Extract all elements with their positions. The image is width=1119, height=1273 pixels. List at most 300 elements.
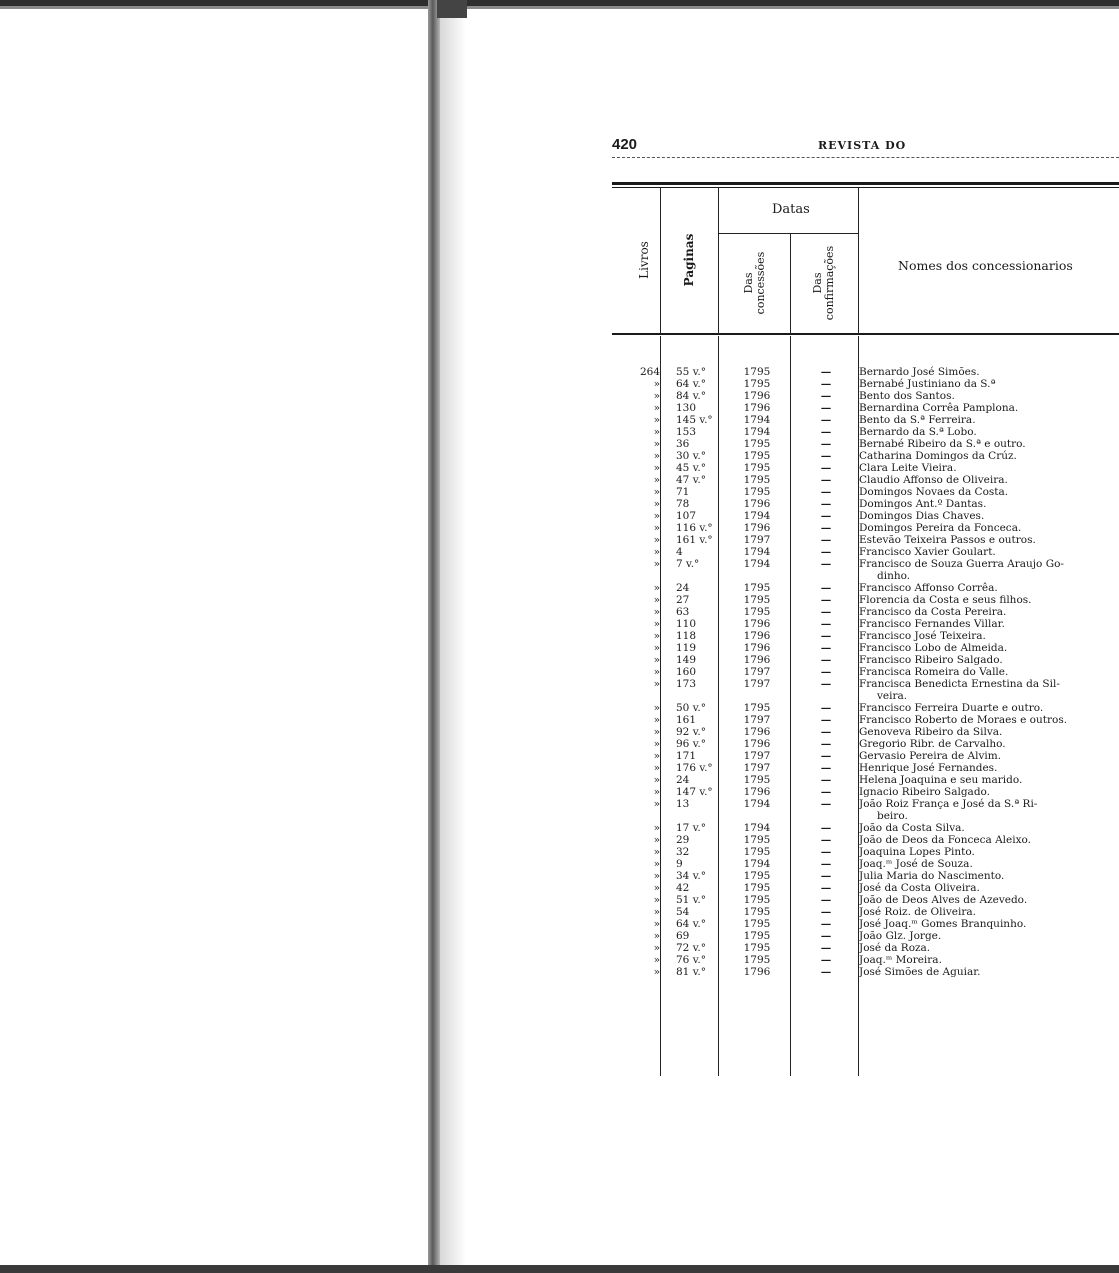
page-number: 420 [612, 136, 638, 153]
cell-concessao: 1796 [743, 402, 771, 414]
cell-livro: » [653, 618, 660, 630]
header-das-confirmacoes-line1: Das [811, 272, 824, 294]
cell-confirmacao: — [820, 390, 832, 402]
cell-nome: Francisco Lobo de Almeida. [859, 642, 1008, 654]
cell-confirmacao: — [820, 618, 832, 630]
cell-pagina: 63 [676, 606, 690, 618]
cell-concessao: 1797 [743, 750, 771, 762]
cell-nome: Bernabé Justiniano da S.ª [859, 378, 996, 390]
cell-nome: Bernardo da S.ª Lobo. [859, 426, 977, 438]
cell-concessao: 1797 [743, 678, 771, 690]
cell-livro: » [653, 546, 660, 558]
cell-nome: Bento dos Santos. [859, 390, 955, 402]
cell-confirmacao: — [820, 498, 832, 510]
cell-concessao: 1796 [743, 642, 771, 654]
cell-nome: Domingos Pereira da Fonceca. [859, 522, 1022, 534]
cell-nome: Bernardo José Simões. [859, 366, 980, 378]
cell-livro: » [653, 822, 660, 834]
cell-confirmacao: — [820, 534, 832, 546]
cell-pagina: 13 [676, 798, 690, 810]
table-row [612, 774, 1119, 786]
cell-concessao: 1795 [743, 582, 771, 594]
table-row [612, 894, 1119, 906]
cell-livro: » [653, 630, 660, 642]
cell-confirmacao: — [820, 954, 832, 966]
cell-pagina: 161 v.° [676, 534, 713, 546]
cell-livro: » [653, 774, 660, 786]
cell-confirmacao: — [820, 630, 832, 642]
table-row [612, 870, 1119, 882]
cell-nome: Joaq.ᵐ Moreira. [859, 954, 942, 966]
cell-concessao: 1795 [743, 882, 771, 894]
header-nomes: Nomes dos concessionarios [898, 258, 1073, 273]
header-das-concessoes-line2: concessões [754, 251, 767, 315]
cell-pagina: 149 [676, 654, 697, 666]
running-head: REVISTA DO [818, 139, 907, 152]
cell-confirmacao: — [820, 858, 832, 870]
cell-pagina: 110 [676, 618, 697, 630]
table-row [612, 510, 1119, 522]
cell-livro: » [653, 858, 660, 870]
table-row [612, 858, 1119, 870]
table-row [612, 714, 1119, 726]
table-row [612, 534, 1119, 546]
table-row [612, 882, 1119, 894]
cell-confirmacao: — [820, 726, 832, 738]
cell-confirmacao: — [820, 426, 832, 438]
cell-livro: » [653, 750, 660, 762]
cell-nome: Joaquina Lopes Pinto. [859, 846, 975, 858]
cell-concessao: 1796 [743, 966, 771, 978]
col-sep-datas [790, 234, 791, 334]
cell-confirmacao: — [820, 774, 832, 786]
table-row [612, 402, 1119, 414]
cell-pagina: 153 [676, 426, 697, 438]
cell-livro: » [653, 798, 660, 810]
cell-livro: » [653, 714, 660, 726]
cell-livro: » [653, 462, 660, 474]
cell-nome: Francisca Romeira do Valle. [859, 666, 1009, 678]
cell-concessao: 1794 [743, 822, 771, 834]
table-row [612, 414, 1119, 426]
table-row [612, 462, 1119, 474]
table-top-rule [612, 182, 1119, 185]
cell-concessao: 1795 [743, 486, 771, 498]
table-row [612, 966, 1119, 978]
table-row [612, 786, 1119, 798]
cell-pagina: 147 v.° [676, 786, 713, 798]
cell-pagina: 78 [676, 498, 690, 510]
cell-pagina: 51 v.° [676, 894, 706, 906]
table-row [612, 582, 1119, 594]
cell-concessao: 1796 [743, 618, 771, 630]
cell-concessao: 1794 [743, 858, 771, 870]
cell-concessao: 1794 [743, 798, 771, 810]
table-row [612, 522, 1119, 534]
cell-nome: João de Deos Alves de Azevedo. [859, 894, 1028, 906]
cell-pagina: 171 [676, 750, 697, 762]
cell-nome: Catharina Domingos da Crúz. [859, 450, 1017, 462]
cell-concessao: 1795 [743, 954, 771, 966]
table-row [612, 678, 1119, 690]
cell-livro: » [653, 762, 660, 774]
table-row [612, 558, 1119, 570]
cell-pagina: 54 [676, 906, 690, 918]
cell-nome: Estevão Teixeira Passos e outros. [859, 534, 1036, 546]
cell-livro: » [653, 378, 660, 390]
cell-confirmacao: — [820, 450, 832, 462]
cell-pagina: 176 v.° [676, 762, 713, 774]
cell-concessao: 1797 [743, 762, 771, 774]
cell-nome: José da Roza. [859, 942, 931, 954]
cell-concessao: 1795 [743, 894, 771, 906]
table-row-continuation [612, 690, 1119, 702]
cell-livro: » [653, 786, 660, 798]
table-row [612, 954, 1119, 966]
cell-nome: Clara Leite Vieira. [859, 462, 957, 474]
table-row [612, 726, 1119, 738]
cell-nome: João de Deos da Fonceca Aleixo. [859, 834, 1031, 846]
table-row [612, 366, 1119, 378]
header-livros: Livros [637, 241, 651, 279]
cell-nome: Genoveva Ribeiro da Silva. [859, 726, 1003, 738]
cell-concessao: 1795 [743, 774, 771, 786]
table-row [612, 630, 1119, 642]
cell-pagina: 9 [676, 858, 683, 870]
header-datas: Datas [772, 202, 810, 217]
cell-concessao: 1795 [743, 834, 771, 846]
table-row [612, 798, 1119, 810]
cell-nome: Domingos Ant.º Dantas. [859, 498, 987, 510]
table-row [612, 762, 1119, 774]
cell-concessao: 1797 [743, 714, 771, 726]
cell-livro: » [653, 642, 660, 654]
cell-nome: Francisco Roberto de Moraes e outros. [859, 714, 1068, 726]
cell-concessao: 1795 [743, 594, 771, 606]
cell-nome: João Glz. Jorge. [859, 930, 942, 942]
cell-confirmacao: — [820, 438, 832, 450]
cell-nome: João da Costa Silva. [859, 822, 965, 834]
cell-pagina: 50 v.° [676, 702, 706, 714]
cell-pagina: 161 [676, 714, 697, 726]
cell-livro: » [653, 438, 660, 450]
cell-nome: Joaq.ᵐ José de Souza. [859, 858, 973, 870]
cell-confirmacao: — [820, 594, 832, 606]
cell-pagina: 81 v.° [676, 966, 706, 978]
cell-pagina: 116 v.° [676, 522, 713, 534]
cell-livro: » [653, 654, 660, 666]
cell-confirmacao: — [820, 486, 832, 498]
cell-nome: José Roiz. de Oliveira. [859, 906, 976, 918]
header-das-confirmacoes-line2: confirmações [823, 245, 836, 321]
header-rule [612, 157, 1119, 158]
cell-confirmacao: — [820, 714, 832, 726]
cell-pagina: 69 [676, 930, 690, 942]
cell-nome: Florencia da Costa e seus filhos. [859, 594, 1032, 606]
cell-nome: Gregorio Ribr. de Carvalho. [859, 738, 1006, 750]
cell-livro: » [653, 870, 660, 882]
cell-confirmacao: — [820, 510, 832, 522]
table-row [612, 486, 1119, 498]
cell-confirmacao: — [820, 834, 832, 846]
cell-pagina: 45 v.° [676, 462, 706, 474]
header-das-concessoes-line1: Das [742, 272, 755, 294]
table-row [612, 378, 1119, 390]
cell-livro: » [653, 678, 660, 690]
cell-confirmacao: — [820, 474, 832, 486]
cell-livro: » [653, 426, 660, 438]
cell-nome: Francisco Ferreira Duarte e outro. [859, 702, 1044, 714]
cell-livro: » [653, 390, 660, 402]
cell-confirmacao: — [820, 750, 832, 762]
cell-concessao: 1796 [743, 498, 771, 510]
cell-confirmacao: — [820, 678, 832, 690]
cell-concessao: 1794 [743, 414, 771, 426]
table-row [612, 450, 1119, 462]
cell-concessao: 1795 [743, 930, 771, 942]
table-row [612, 918, 1119, 930]
cell-livro: » [653, 846, 660, 858]
cell-confirmacao: — [820, 522, 832, 534]
cell-concessao: 1795 [743, 870, 771, 882]
cell-nome: Ignacio Ribeiro Salgado. [859, 786, 991, 798]
cell-nome: José da Costa Oliveira. [859, 882, 980, 894]
table-row [612, 642, 1119, 654]
cell-livro: » [653, 726, 660, 738]
cell-concessao: 1795 [743, 906, 771, 918]
table-row [612, 846, 1119, 858]
table-row [612, 822, 1119, 834]
cell-concessao: 1795 [743, 942, 771, 954]
table-row [612, 426, 1119, 438]
cell-nome: beiro. [877, 810, 908, 822]
cell-confirmacao: — [820, 906, 832, 918]
cell-pagina: 107 [676, 510, 697, 522]
cell-concessao: 1796 [743, 390, 771, 402]
cell-pagina: 64 v.° [676, 918, 706, 930]
table-row [612, 594, 1119, 606]
cell-pagina: 130 [676, 402, 697, 414]
cell-livro: » [653, 594, 660, 606]
table-row [612, 834, 1119, 846]
cell-pagina: 118 [676, 630, 697, 642]
cell-livro: » [653, 882, 660, 894]
col-sep-confirm [858, 188, 859, 334]
cell-pagina: 92 v.° [676, 726, 706, 738]
cell-pagina: 55 v.° [676, 366, 706, 378]
cell-concessao: 1795 [743, 450, 771, 462]
cell-nome: Helena Joaquina e seu marido. [859, 774, 1023, 786]
cell-pagina: 17 v.° [676, 822, 706, 834]
table-row [612, 702, 1119, 714]
cell-concessao: 1795 [743, 606, 771, 618]
cell-pagina: 160 [676, 666, 697, 678]
cell-nome: Francisco Fernandes Villar. [859, 618, 1005, 630]
cell-pagina: 24 [676, 582, 690, 594]
cell-pagina: 71 [676, 486, 690, 498]
cell-pagina: 72 v.° [676, 942, 706, 954]
cell-nome: José Simões de Aguiar. [859, 966, 981, 978]
col-sep-paginas [718, 188, 719, 334]
header-paginas: Paginas [682, 233, 696, 287]
cell-concessao: 1794 [743, 510, 771, 522]
cell-concessao: 1795 [743, 846, 771, 858]
cell-nome: Bento da S.ª Ferreira. [859, 414, 976, 426]
cell-concessao: 1795 [743, 918, 771, 930]
table-row [612, 498, 1119, 510]
cell-nome: Francisca Benedicta Ernestina da Sil- [859, 678, 1060, 690]
header-bottom-rule [612, 333, 1119, 335]
cell-nome: Francisco Ribeiro Salgado. [859, 654, 1003, 666]
cell-nome: Claudio Affonso de Oliveira. [859, 474, 1008, 486]
cell-nome: José Joaq.ᵐ Gomes Branquinho. [859, 918, 1027, 930]
cell-concessao: 1795 [743, 366, 771, 378]
table-row [612, 546, 1119, 558]
table-row [612, 474, 1119, 486]
cell-livro: » [653, 930, 660, 942]
cell-pagina: 145 v.° [676, 414, 713, 426]
table-row [612, 654, 1119, 666]
cell-pagina: 24 [676, 774, 690, 786]
col-sep-livros [660, 188, 661, 334]
cell-nome: João Roiz França e José da S.ª Ri- [859, 798, 1038, 810]
cell-confirmacao: — [820, 798, 832, 810]
cell-livro: » [653, 402, 660, 414]
cell-livro: » [653, 894, 660, 906]
cell-pagina: 119 [676, 642, 697, 654]
cell-concessao: 1794 [743, 546, 771, 558]
cell-livro: » [653, 474, 660, 486]
cell-confirmacao: — [820, 786, 832, 798]
cell-concessao: 1796 [743, 786, 771, 798]
cell-nome: Francisco José Teixeira. [859, 630, 986, 642]
cell-confirmacao: — [820, 822, 832, 834]
cell-pagina: 96 v.° [676, 738, 706, 750]
table-row [612, 930, 1119, 942]
cell-livro: » [653, 954, 660, 966]
cell-confirmacao: — [820, 582, 832, 594]
cell-livro: » [653, 738, 660, 750]
cell-nome: Francisco da Costa Pereira. [859, 606, 1007, 618]
cell-confirmacao: — [820, 402, 832, 414]
cell-confirmacao: — [820, 366, 832, 378]
table-row-continuation [612, 570, 1119, 582]
cell-confirmacao: — [820, 702, 832, 714]
cell-confirmacao: — [820, 882, 832, 894]
cell-concessao: 1796 [743, 654, 771, 666]
table-row-continuation [612, 810, 1119, 822]
cell-livro: » [653, 906, 660, 918]
cell-livro: » [653, 966, 660, 978]
cell-nome: Bernabé Ribeiro da S.ª e outro. [859, 438, 1026, 450]
cell-confirmacao: — [820, 558, 832, 570]
datas-underline [718, 233, 858, 234]
cell-confirmacao: — [820, 462, 832, 474]
cell-confirmacao: — [820, 606, 832, 618]
cell-confirmacao: — [820, 918, 832, 930]
cell-concessao: 1797 [743, 666, 771, 678]
cell-nome: Francisco de Souza Guerra Araujo Go- [859, 558, 1064, 570]
cell-concessao: 1795 [743, 378, 771, 390]
cell-livro: » [653, 606, 660, 618]
cell-confirmacao: — [820, 762, 832, 774]
table-row [612, 942, 1119, 954]
table-row [612, 750, 1119, 762]
cell-confirmacao: — [820, 546, 832, 558]
cell-confirmacao: — [820, 870, 832, 882]
cell-concessao: 1795 [743, 702, 771, 714]
cell-pagina: 30 v.° [676, 450, 706, 462]
cell-livro: » [653, 942, 660, 954]
cell-pagina: 76 v.° [676, 954, 706, 966]
cell-livro: » [653, 666, 660, 678]
cell-confirmacao: — [820, 846, 832, 858]
cell-pagina: 64 v.° [676, 378, 706, 390]
cell-concessao: 1795 [743, 438, 771, 450]
cell-nome: Domingos Novaes da Costa. [859, 486, 1009, 498]
cell-confirmacao: — [820, 666, 832, 678]
cell-confirmacao: — [820, 894, 832, 906]
header-das-confirmacoes [812, 243, 838, 323]
cell-confirmacao: — [820, 966, 832, 978]
cell-livro: » [653, 582, 660, 594]
cell-confirmacao: — [820, 378, 832, 390]
cell-pagina: 84 v.° [676, 390, 706, 402]
cell-livro: 264 [639, 366, 660, 378]
cell-livro: » [653, 498, 660, 510]
cell-concessao: 1795 [743, 462, 771, 474]
cell-concessao: 1795 [743, 474, 771, 486]
cell-livro: » [653, 450, 660, 462]
header-das-concessoes [743, 243, 769, 323]
table-row [612, 438, 1119, 450]
cell-pagina: 27 [676, 594, 690, 606]
cell-concessao: 1794 [743, 558, 771, 570]
cell-nome: Henrique José Fernandes. [859, 762, 998, 774]
table-top-rule-thin [612, 187, 1119, 188]
cell-nome: Gervasio Pereira de Alvim. [859, 750, 1002, 762]
table-row [612, 666, 1119, 678]
cell-confirmacao: — [820, 654, 832, 666]
cell-pagina: 47 v.° [676, 474, 706, 486]
cell-confirmacao: — [820, 414, 832, 426]
cell-pagina: 42 [676, 882, 690, 894]
cell-livro: » [653, 558, 660, 570]
table-body [612, 366, 1119, 978]
cell-confirmacao: — [820, 738, 832, 750]
cell-pagina: 34 v.° [676, 870, 706, 882]
cell-nome: Francisco Affonso Corrêa. [859, 582, 998, 594]
cell-confirmacao: — [820, 942, 832, 954]
table-row [612, 906, 1119, 918]
cell-livro: » [653, 834, 660, 846]
cell-confirmacao: — [820, 642, 832, 654]
cell-pagina: 32 [676, 846, 690, 858]
cell-pagina: 36 [676, 438, 690, 450]
cell-nome: veira. [877, 690, 908, 702]
cell-nome: Bernardina Corrêa Pamplona. [859, 402, 1019, 414]
cell-pagina: 7 v.° [676, 558, 700, 570]
cell-nome: Francisco Xavier Goulart. [859, 546, 996, 558]
cell-concessao: 1796 [743, 630, 771, 642]
table-row [612, 738, 1119, 750]
cell-livro: » [653, 510, 660, 522]
cell-concessao: 1796 [743, 522, 771, 534]
cell-livro: » [653, 702, 660, 714]
cell-livro: » [653, 534, 660, 546]
cell-nome: dinho. [877, 570, 911, 582]
cell-confirmacao: — [820, 930, 832, 942]
